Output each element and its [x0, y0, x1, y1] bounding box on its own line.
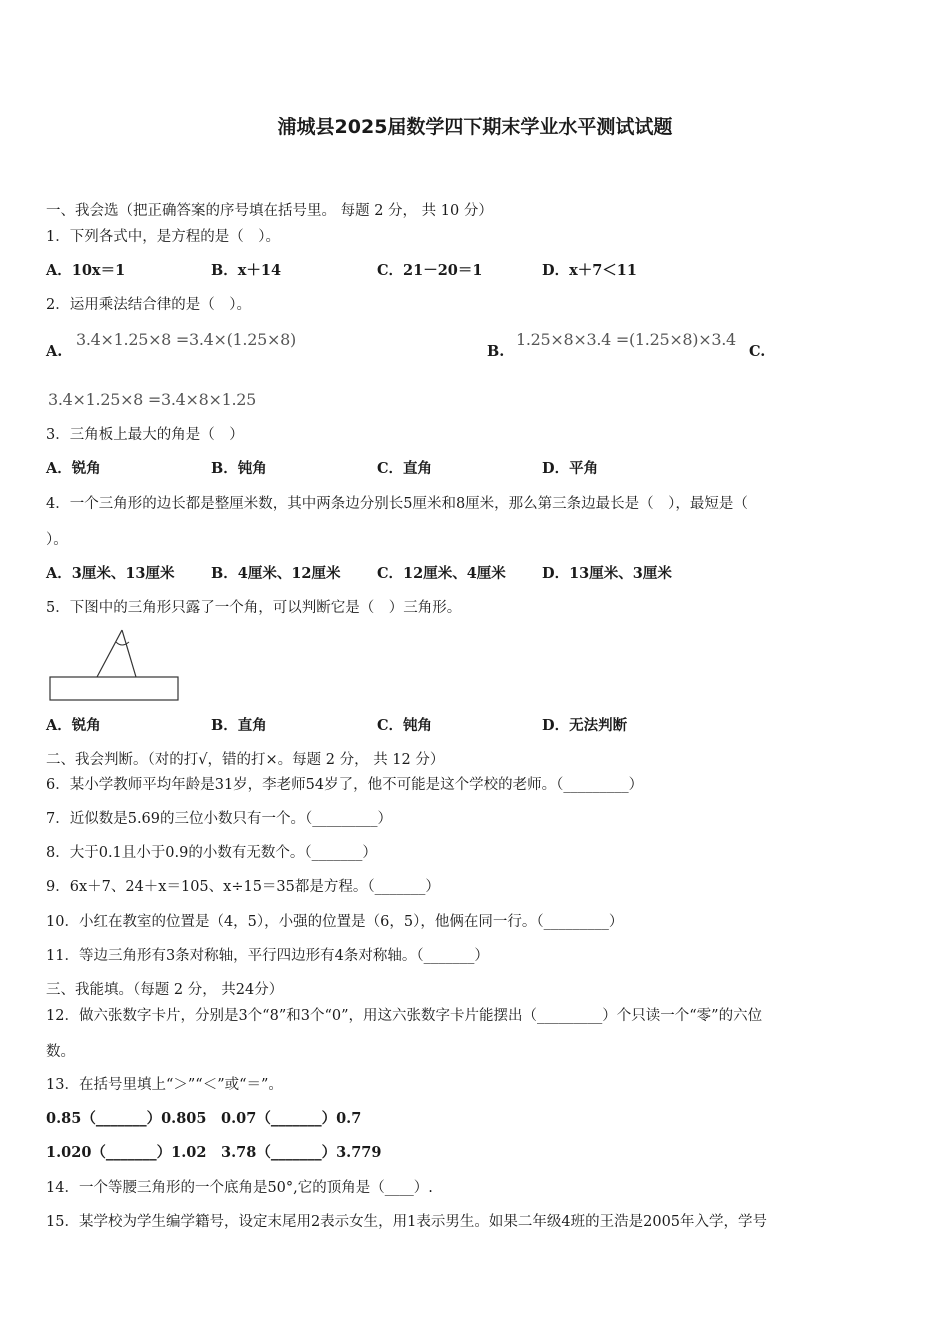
q13-item-1: 0.85（_______）0.805 — [46, 1110, 207, 1127]
question-6: 6．某小学教师平均年龄是31岁，李老师54岁了，他不可能是这个学校的老师。（_________） — [46, 777, 644, 793]
page-title: 浦城县2025届数学四下期末学业水平测试试题 — [277, 116, 673, 138]
question-7: 7．近似数是5.69的三位小数只有一个。（_________） — [46, 811, 393, 827]
q1-option-b: B．x＋14 — [211, 262, 282, 279]
covering-rectangle — [50, 677, 178, 700]
question-11: 11．等边三角形有3条对称轴，平行四边形有4条对称轴。（_______） — [46, 948, 489, 964]
q2-option-a-label: A. — [46, 343, 63, 360]
q5-triangle-figure — [44, 624, 184, 706]
question-1: 1．下列各式中，是方程的是（ ）。 — [46, 229, 280, 245]
question-13: 13．在括号里填上“＞”“＜”或“＝”。 — [46, 1077, 283, 1093]
section-3-heading: 三、我能填。（每题 2 分， 共24分） — [46, 982, 284, 998]
q2-option-b-expression: 1.25×8×3.4 =(1.25×8)×3.4 — [516, 330, 736, 349]
section-2-heading: 二、我会判断。（对的打√，错的打×。每题 2 分， 共 12 分） — [46, 752, 445, 768]
q3-option-d: D．平角 — [542, 460, 599, 477]
question-3: 3．三角板上最大的角是（ ） — [46, 427, 244, 443]
q2-option-c-expression: 3.4×1.25×8 =3.4×8×1.25 — [48, 390, 257, 409]
question-15: 15．某学校为学生编学籍号，设定末尾用2表示女生，用1表示男生。如果二年级4班的王浩是2005年入学，学号 — [46, 1214, 768, 1230]
triangle-angle-arc — [116, 642, 129, 645]
q3-option-c: C．直角 — [377, 460, 433, 477]
question-12: 12．做六张数字卡片，分别是3个“8”和3个“0”，用这六张数字卡片能摆出（_________）个只读一个“零”的六位 — [46, 1008, 763, 1024]
q1-option-d: D．x＋7＜11 — [542, 262, 637, 279]
q5-option-b: B．直角 — [211, 717, 267, 734]
q2-option-a-expression: 3.4×1.25×8 =3.4×(1.25×8) — [76, 330, 296, 349]
q13-item-2: 0.07（_______）0.7 — [221, 1110, 362, 1127]
q2-option-c-label: C. — [749, 343, 766, 360]
q3-option-a: A．锐角 — [46, 460, 101, 477]
question-14: 14．一个等腰三角形的一个底角是50°,它的顶角是（____）. — [46, 1180, 433, 1196]
question-12-continuation: 数。 — [46, 1044, 75, 1060]
section-1-heading: 一、我会选（把正确答案的序号填在括号里。 每题 2 分， 共 10 分） — [46, 203, 493, 219]
q4-option-a: A．3厘米、13厘米 — [46, 565, 175, 582]
q1-option-c: C．21－20＝1 — [377, 262, 483, 279]
q4-option-c: C．12厘米、4厘米 — [377, 565, 506, 582]
q2-option-b-label: B. — [487, 343, 505, 360]
q13-item-3: 1.020（_______）1.02 — [46, 1144, 207, 1161]
q1-option-a: A．10x＝1 — [46, 262, 126, 279]
question-10: 10．小红在教室的位置是（4，5），小强的位置是（6，5），他俩在同一行。（_________） — [46, 914, 624, 930]
question-4-continuation: ）。 — [46, 532, 68, 548]
triangle-right-side — [122, 630, 136, 677]
q3-option-b: B．钝角 — [211, 460, 267, 477]
q4-option-b: B．4厘米、12厘米 — [211, 565, 341, 582]
question-9: 9．6x＋7、24＋x＝105、x÷15＝35都是方程。（_______） — [46, 879, 440, 895]
triangle-left-side — [97, 630, 122, 677]
question-2: 2．运用乘法结合律的是（ ）。 — [46, 297, 251, 313]
question-5: 5．下图中的三角形只露了一个角，可以判断它是（ ）三角形。 — [46, 600, 462, 616]
q13-item-4: 3.78（_______）3.779 — [221, 1144, 382, 1161]
question-4: 4．一个三角形的边长都是整厘米数，其中两条边分别长5厘米和8厘米，那么第三条边最长是（ ），最短是（ — [46, 496, 748, 512]
question-8: 8．大于0.1且小于0.9的小数有无数个。（_______） — [46, 845, 377, 861]
q5-option-a: A．锐角 — [46, 717, 101, 734]
q5-option-c: C．钝角 — [377, 717, 433, 734]
q4-option-d: D．13厘米、3厘米 — [542, 565, 672, 582]
q5-option-d: D．无法判断 — [542, 717, 628, 734]
